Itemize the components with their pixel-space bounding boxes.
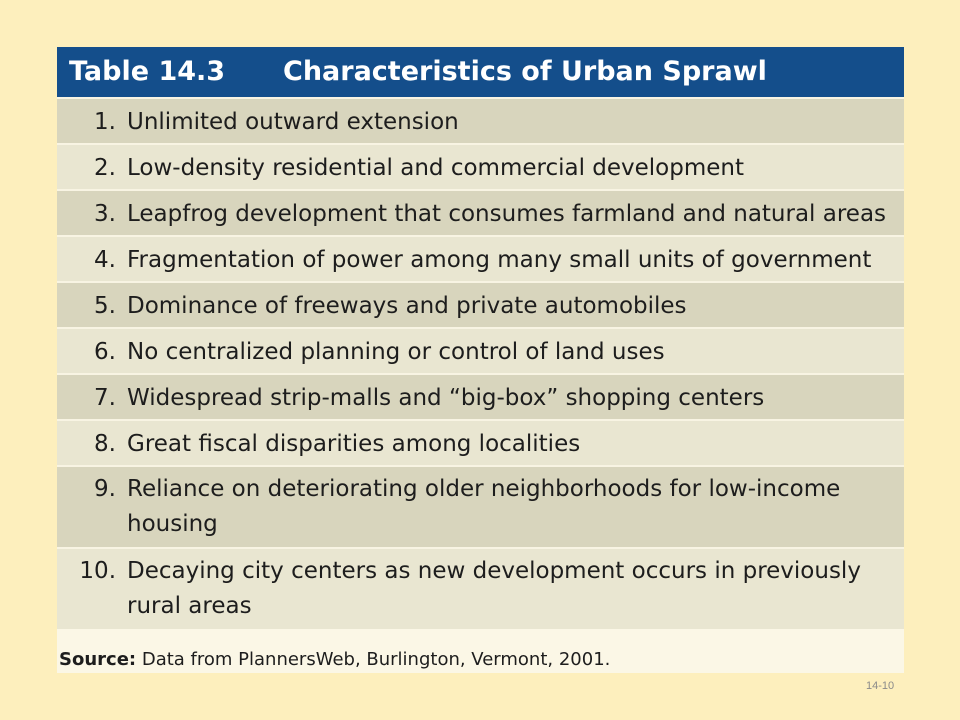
table-title: Characteristics of Urban Sprawl [283, 56, 767, 87]
row-text: No centralized planning or control of land uses [127, 339, 665, 365]
table-row [57, 419, 904, 465]
table-card [57, 47, 904, 673]
table-number: Table 14.3 [69, 56, 226, 87]
table-row [57, 281, 904, 327]
row-number: 6. [94, 339, 116, 365]
row-text: Decaying city centers as new development occurs in previously rural areas [127, 558, 861, 619]
table-row [57, 547, 904, 629]
table-row [57, 327, 904, 373]
table-row [57, 373, 904, 419]
row-text: Widespread strip-malls and “big-box” shopping centers [127, 385, 765, 411]
row-number: 9. [94, 476, 116, 502]
table-row [57, 235, 904, 281]
table-body [57, 97, 904, 629]
table-row [57, 189, 904, 235]
slide-number: 14-10 [866, 680, 895, 692]
row-number: 2. [94, 155, 116, 181]
table-row [57, 97, 904, 143]
row-text: Great fiscal disparities among localities [127, 431, 581, 457]
row-text: Low-density residential and commercial development [127, 155, 745, 181]
row-number: 3. [94, 201, 116, 227]
source-text: Data from PlannersWeb, Burlington, Vermont, 2001. [141, 649, 611, 670]
table-source [57, 647, 904, 673]
row-number: 4. [94, 247, 116, 273]
row-text: Fragmentation of power among many small units of government [127, 247, 872, 273]
row-text: Leapfrog development that consumes farmland and natural areas [127, 201, 887, 227]
source-label: Source: [59, 649, 137, 670]
row-text: Dominance of freeways and private automobiles [127, 293, 687, 319]
table-header [57, 47, 904, 97]
row-text: Reliance on deteriorating older neighborhoods for low-income housing [127, 476, 841, 537]
row-number: 10. [79, 558, 116, 584]
row-number: 7. [94, 385, 116, 411]
row-number: 1. [94, 109, 116, 135]
row-number: 8. [94, 431, 116, 457]
row-number: 5. [94, 293, 116, 319]
row-text: Unlimited outward extension [127, 109, 459, 135]
table-row [57, 143, 904, 189]
table-row [57, 465, 904, 547]
